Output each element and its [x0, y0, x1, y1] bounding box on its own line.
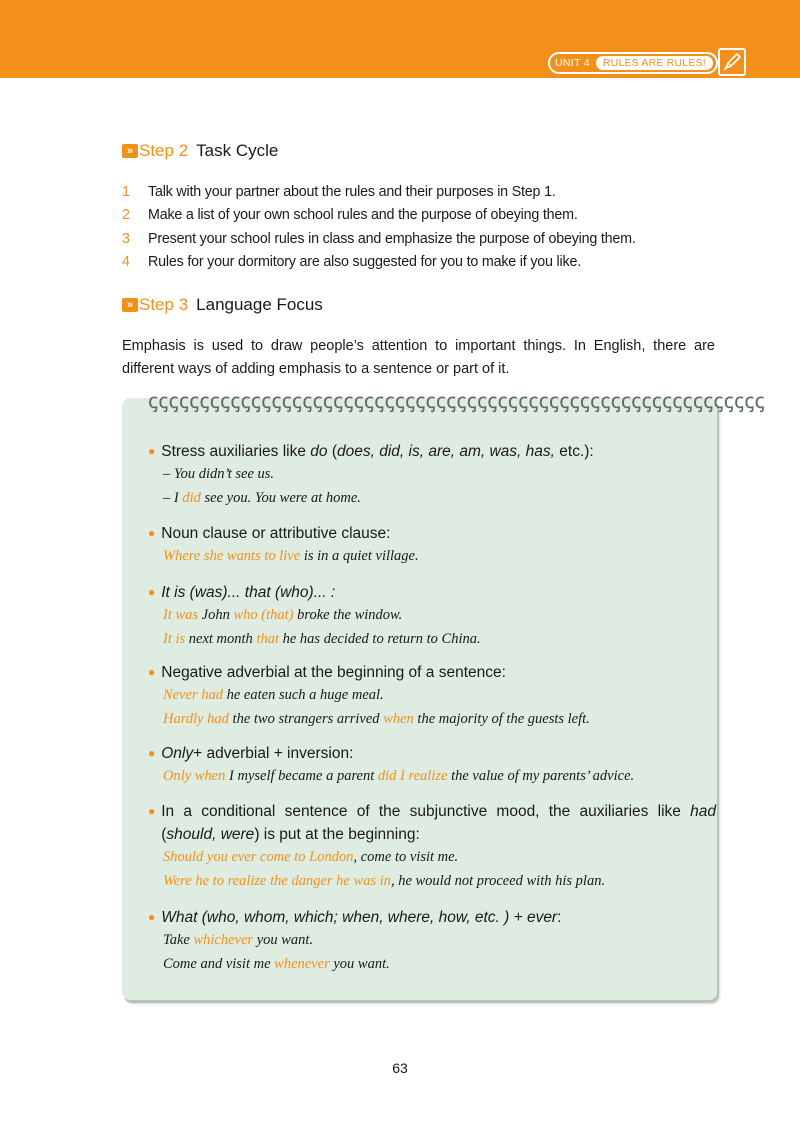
rule-only-inversion: ● Only+ adverbial + inversion: Only when I myself became a parent did I realize the value of my parents’ advice. — [148, 742, 718, 789]
example-line: It is next month that he has decided to return to China. — [163, 630, 481, 647]
list-item: 3 Present your school rules in class and emphasize the purpose of obeying them. — [122, 230, 636, 247]
rule-negative-adverbial: ● Negative adverbial at the beginning of a sentence: Never had he eaten such a huge meal. Hardly had the two strangers arrived when the majority of the guests left. — [148, 661, 718, 731]
pen-icon — [718, 48, 746, 76]
example-line: Hardly had the two strangers arrived when the majority of the guests left. — [163, 710, 590, 727]
spiral-binding: ꞔꞔꞔꞔꞔꞔꞔꞔꞔꞔꞔꞔꞔꞔꞔꞔꞔꞔꞔꞔꞔꞔꞔꞔꞔꞔꞔꞔꞔꞔꞔꞔꞔꞔꞔꞔꞔꞔꞔꞔꞔꞔꞔꞔꞔꞔꞔꞔꞔꞔꞔꞔꞔꞔꞔꞔꞔꞔꞔꞔ — [148, 389, 765, 413]
step2-title: Task Cycle — [196, 141, 279, 160]
example-line: It was John who (that) broke the window. — [163, 607, 403, 623]
rule-stress-auxiliaries: ● Stress auxiliaries like do (does, did, is, are, am, was, has, etc.): – You didn’t see us. – I did see you. You were at home. — [148, 440, 718, 510]
double-chevron-icon: » — [122, 298, 138, 312]
step3-label: Step 3 — [139, 295, 189, 314]
example-line: – You didn’t see us. — [163, 466, 275, 482]
list-item: 4 Rules for your dormitory are also suggested for you to make if you like. — [122, 254, 581, 271]
rule-noun-clause: ● Noun clause or attributive clause: Where she wants to live is in a quiet village. — [148, 522, 718, 569]
page-number: 63 — [392, 1060, 408, 1076]
example-line: Never had he eaten such a huge meal. — [163, 687, 384, 703]
intro-paragraph: Emphasis is used to draw people’s attention to important things. In English, there are different ways of adding emphasis to a sentence or part of it. — [122, 338, 715, 377]
list-item: 1 Talk with your partner about the rules and their purposes in Step 1. — [122, 183, 556, 200]
example-line: Only when I myself became a parent did I realize the value of my parents’ advice. — [163, 768, 635, 784]
unit-title: RULES ARE RULES! — [596, 56, 713, 70]
step3-title: Language Focus — [196, 295, 323, 314]
bullet-icon: ● — [148, 444, 156, 458]
unit-badge — [548, 52, 718, 74]
task-list — [122, 180, 636, 274]
bullet-icon: ● — [148, 910, 156, 924]
example-line: – I did see you. You were at home. — [163, 489, 361, 506]
bullet-icon: ● — [148, 585, 156, 599]
example-line: Were he to realize the danger he was in, he would not proceed with his plan. — [163, 872, 606, 889]
bullet-icon: ● — [148, 526, 156, 540]
rule-ever: ● What (who, whom, which; when, where, how, etc. ) + ever: Take whichever you want. Come and visit me whenever you want. — [148, 906, 718, 976]
double-chevron-icon: » — [122, 144, 138, 158]
example-line: Where she wants to live is in a quiet village. — [163, 548, 419, 564]
rule-it-is-that: ● It is (was)... that (who)... : It was John who (that) broke the window. It is next month that he has decided to return to China. — [148, 581, 718, 651]
step2-heading — [122, 141, 278, 161]
bullet-icon: ● — [148, 804, 156, 818]
step3-heading — [122, 295, 323, 315]
unit-number: UNIT 4 — [555, 57, 590, 69]
example-line: Come and visit me whenever you want. — [163, 955, 390, 972]
example-line: Should you ever come to London, come to visit me. — [163, 849, 459, 865]
step2-label: Step 2 — [139, 141, 189, 160]
bullet-icon: ● — [148, 665, 156, 679]
list-item: 2 Make a list of your own school rules and the purpose of obeying them. — [122, 207, 578, 224]
bullet-icon: ● — [148, 746, 156, 760]
rule-subjunctive: ● In a conditional sentence of the subjunctive mood, the auxiliaries like had (should, were) is put at the beginning: Should you ever come to London, come to visit me. Were he to realize the danger he was in, he would not proceed with his plan. — [148, 800, 716, 893]
example-line: Take whichever you want. — [163, 932, 314, 948]
